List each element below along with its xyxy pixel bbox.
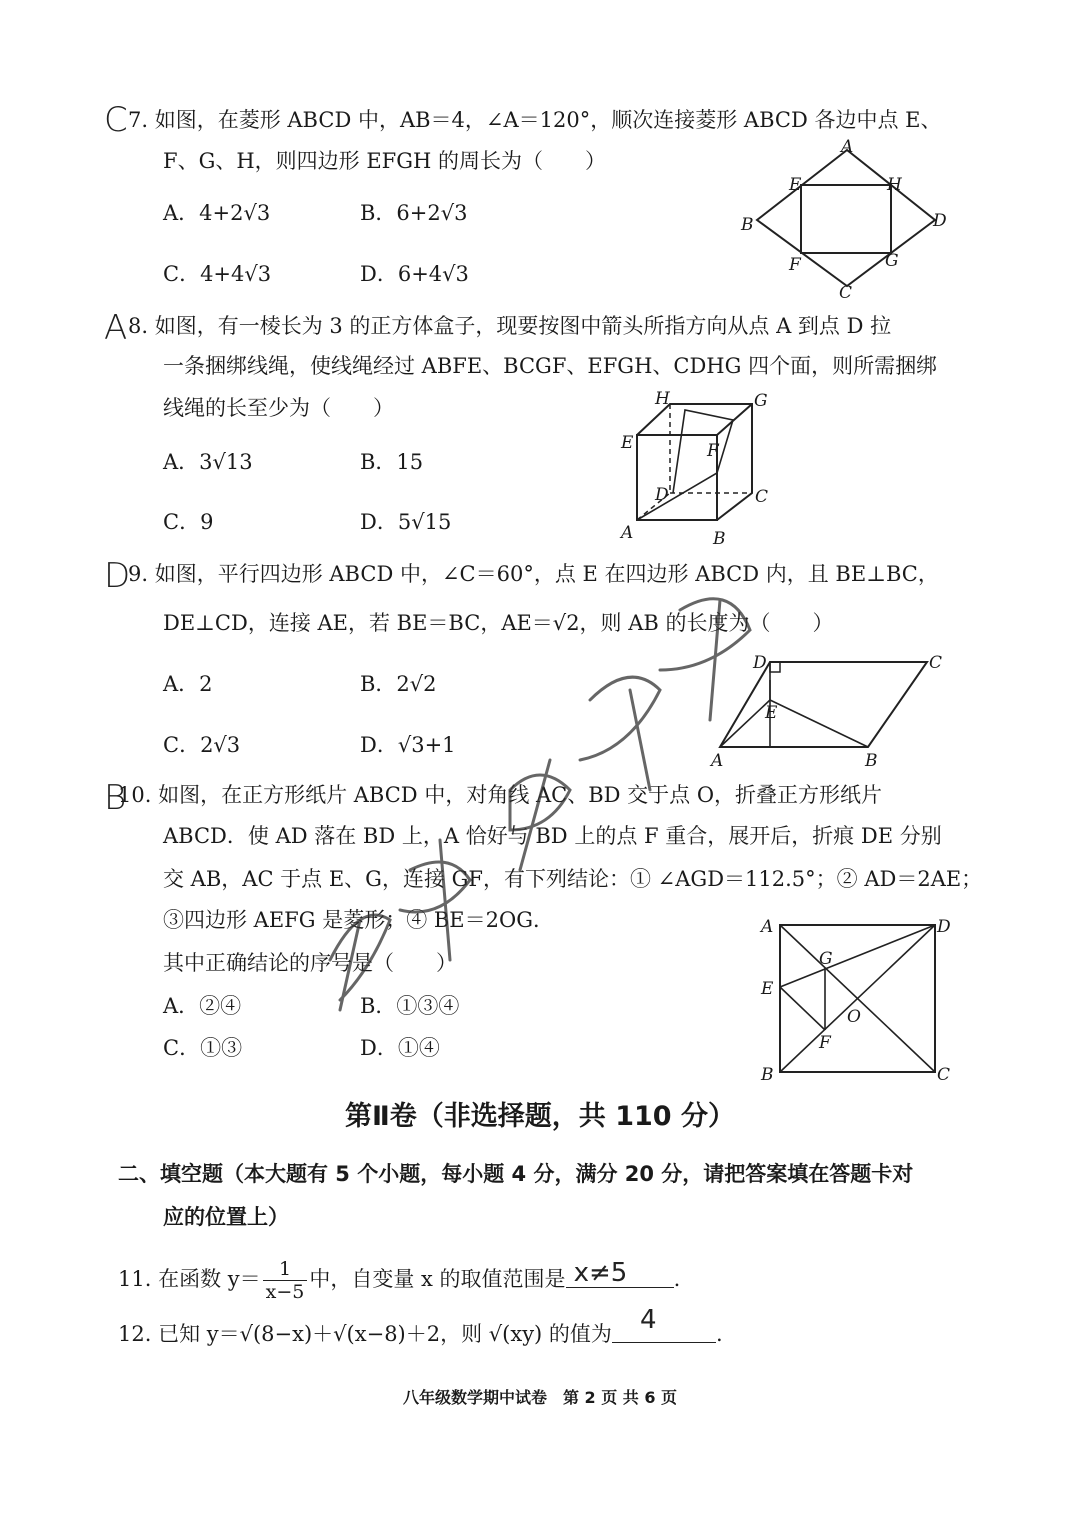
- q10-option-c: C．①③: [163, 1036, 243, 1060]
- q8-line-2: 一条捆绑线绳，使线绳经过 ABFE、BCGF、EFGH、CDHG 四个面，则所需捆绑: [163, 354, 938, 378]
- q9-option-c: C．2√3: [163, 733, 241, 757]
- q9-label-c: C: [929, 653, 943, 673]
- q8-label-e: E: [621, 433, 634, 453]
- q7-label-h: H: [887, 175, 902, 195]
- q8-label-d: D: [655, 485, 669, 505]
- q7-label-e: E: [789, 175, 802, 195]
- q8-option-c: C．9: [163, 510, 214, 534]
- q9-option-d: D．√3+1: [360, 733, 456, 757]
- handwritten-answer-q8: A: [104, 308, 128, 348]
- q7-option-a: A．4+2√3: [163, 201, 271, 225]
- q10-line-4: ③四边形 AEFG 是菱形；④ BE＝2OG．: [163, 908, 554, 932]
- q10-line-3: 交 AB，AC 于点 E、G，连接 GF，有下列结论：① ∠AGD＝112.5°；② AD＝2AE；: [163, 867, 983, 891]
- q9-label-a: A: [711, 751, 724, 771]
- q10-line-2: ABCD．使 AD 落在 BD 上，A 恰好与 BD 上的点 F 重合，展开后，折痕 DE 分别: [163, 824, 942, 848]
- q7-label-c: C: [839, 283, 853, 303]
- q8-option-b: B．15: [360, 450, 424, 474]
- q10-option-d: D．①④: [360, 1036, 440, 1060]
- q12-end: .: [715, 1322, 723, 1346]
- q8-cube-figure: [615, 390, 775, 550]
- q11-handwritten-answer: x≠5: [573, 1258, 628, 1288]
- q10-label-o: O: [847, 1007, 861, 1027]
- q10-label-d: D: [937, 917, 951, 937]
- section-2-heading-line-2: 应的位置上）: [163, 1205, 289, 1229]
- q8-label-a: A: [621, 523, 634, 543]
- q10-line-5: 其中正确结论的序号是（ ）: [163, 951, 457, 975]
- q10-option-b: B．①③④: [360, 994, 460, 1018]
- q11-fraction-numerator: 1: [263, 1258, 308, 1281]
- q11-suffix: 中，自变量 x 的取值范围是: [309, 1267, 566, 1291]
- q10-label-b: B: [761, 1065, 774, 1085]
- q10-option-a: A．②④: [163, 994, 242, 1018]
- q10-label-c: C: [937, 1065, 951, 1085]
- q8-line-3: 线绳的长至少为（ ）: [163, 396, 394, 420]
- q7-label-d: D: [933, 211, 947, 231]
- q11-fraction: [263, 1258, 308, 1303]
- q8-label-h: H: [655, 389, 670, 409]
- q8-label-c: C: [755, 487, 769, 507]
- q11-fraction-denominator: x−5: [265, 1281, 305, 1303]
- q8-option-a: A．3√13: [163, 450, 253, 474]
- q12: [118, 1305, 723, 1348]
- q7-label-b: B: [741, 215, 754, 235]
- q8-label-g: G: [754, 391, 768, 411]
- q9-parallelogram-figure: [705, 650, 955, 770]
- q9-label-d: D: [753, 653, 767, 673]
- part-2-title: 第Ⅱ卷（非选择题，共 110 分）: [345, 1101, 735, 1132]
- q11-answer-blank: [566, 1258, 674, 1288]
- q12-text: 12. 已知 y＝√(8−x)＋√(x−8)＋2，则 √(xy) 的值为: [118, 1322, 612, 1346]
- handwritten-answer-q10: B: [104, 778, 127, 818]
- page-footer: 八年级数学期中试卷 第 2 页 共 6 页: [402, 1388, 678, 1407]
- q9-line-1: 9. 如图，平行四边形 ABCD 中，∠C＝60°，点 E 在四边形 ABCD 内，且 BE⊥BC，: [128, 562, 939, 586]
- q11: [118, 1258, 680, 1303]
- q10-label-a: A: [761, 917, 774, 937]
- q9-option-a: A．2: [163, 672, 213, 696]
- q10-label-g: G: [819, 949, 833, 969]
- q10-label-e: E: [761, 979, 774, 999]
- q10-label-f: F: [819, 1033, 831, 1053]
- section-2-heading-line-1: 二、填空题（本大题有 5 个小题，每小题 4 分，满分 20 分，请把答案填在答题卡对: [118, 1162, 914, 1186]
- q7-option-d: D．6+4√3: [360, 262, 469, 286]
- q7-rhombus-figure: [735, 137, 955, 303]
- q10-square-figure: [755, 910, 965, 1085]
- q11-prefix: 11. 在函数 y＝: [118, 1267, 261, 1291]
- q7-option-c: C．4+4√3: [163, 262, 272, 286]
- q9-label-b: B: [865, 751, 878, 771]
- q7-label-a: A: [841, 137, 854, 157]
- q7-label-g: G: [885, 251, 899, 271]
- q9-line-2: DE⊥CD，连接 AE，若 BE＝BC，AE＝√2，则 AB 的长度为（ ）: [163, 611, 834, 635]
- q11-end: .: [673, 1267, 681, 1291]
- handwritten-answer-q7: C: [104, 100, 128, 140]
- q7-line-2: F、G、H，则四边形 EFGH 的周长为（ ）: [163, 149, 606, 173]
- q8-option-d: D．5√15: [360, 510, 452, 534]
- q9-label-e: E: [765, 703, 778, 723]
- q9-option-b: B．2√2: [360, 672, 437, 696]
- q12-handwritten-answer: 4: [639, 1305, 657, 1335]
- q10-line-1: 10. 如图，在正方形纸片 ABCD 中，对角线 AC、BD 交于点 O，折叠正方形纸片: [118, 783, 883, 807]
- q12-answer-blank: [612, 1305, 716, 1343]
- q8-label-f: F: [707, 441, 719, 461]
- q8-line-1: 8. 如图，有一棱长为 3 的正方体盒子，现要按图中箭头所指方向从点 A 到点 D 拉: [128, 314, 892, 338]
- q7-label-f: F: [789, 255, 801, 275]
- q7-line-1: 7. 如图，在菱形 ABCD 中，AB＝4，∠A＝120°，顺次连接菱形 ABCD 各边中点 E、: [128, 108, 942, 132]
- q7-option-b: B．6+2√3: [360, 201, 468, 225]
- handwritten-answer-q9: D: [104, 556, 131, 596]
- q8-label-b: B: [713, 529, 726, 549]
